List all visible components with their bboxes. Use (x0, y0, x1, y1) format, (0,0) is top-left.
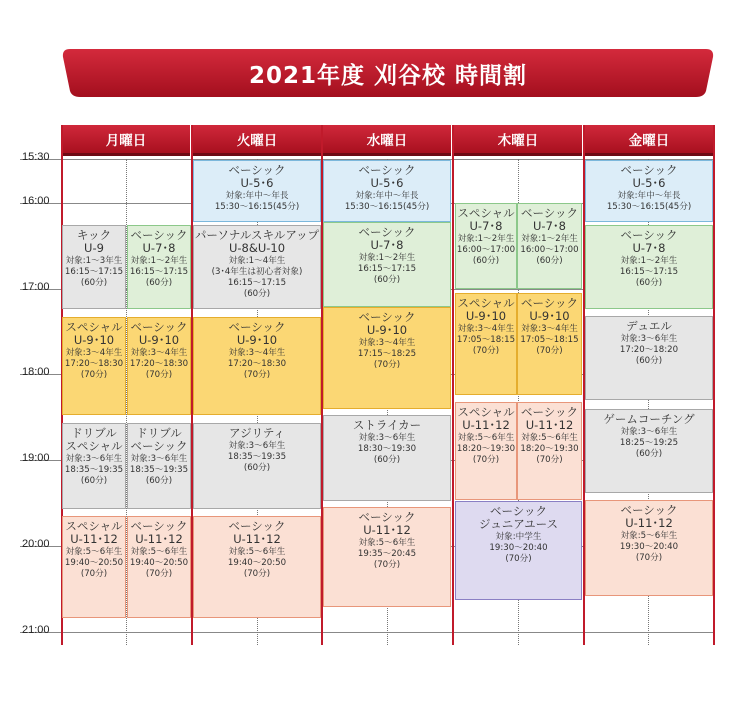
class-detail (358, 433, 416, 466)
class-detail-line: (3･4年生は初心者対象) (211, 267, 303, 277)
class-detail-line: 15:30〜16:15(45分) (606, 202, 692, 212)
class-detail (65, 547, 123, 580)
class-detail (215, 191, 299, 213)
class-title: キック (76, 228, 112, 242)
class-detail-line: (60分) (373, 275, 401, 285)
class-title: U-11･12 (233, 532, 281, 546)
class-block (517, 203, 582, 289)
class-detail-line: (70分) (472, 346, 500, 356)
class-detail-line: (70分) (145, 569, 173, 579)
class-title: ベーシック (358, 163, 416, 177)
class-detail (520, 324, 578, 357)
class-detail-line: (70分) (373, 560, 401, 570)
day-header-thu: 木曜日 (454, 125, 582, 156)
class-detail-line: 16:00〜17:00 (520, 245, 579, 255)
class-block (585, 500, 713, 596)
class-detail-line: 18:35〜19:35 (64, 465, 124, 475)
class-detail-line: 18:20〜19:30 (520, 444, 579, 454)
class-title: U-11･12 (135, 532, 183, 546)
class-title: ベーシック (620, 503, 678, 517)
class-detail-line: 16:15〜17:15 (227, 278, 287, 288)
class-detail-line: (70分) (80, 569, 108, 579)
class-detail-line: 17:20〜18:20 (619, 345, 679, 355)
class-detail-line: 対象:3〜4年生 (65, 348, 123, 358)
class-detail-line: 19:30〜20:40 (619, 542, 679, 552)
class-detail-line: 17:05〜18:15 (520, 335, 579, 345)
class-detail-line: 対象:1〜2年生 (521, 234, 578, 244)
class-block (62, 423, 126, 509)
column-line (713, 125, 715, 645)
class-detail-line: 対象:5〜6年生 (521, 433, 578, 443)
class-block (127, 516, 191, 618)
class-detail-line: (70分) (243, 370, 271, 380)
class-detail-line: 16:15〜17:15 (129, 267, 189, 277)
class-block (455, 203, 517, 289)
class-detail-line: 対象:3〜4年生 (130, 348, 188, 358)
class-detail-line: 17:20〜18:30 (64, 359, 124, 369)
class-detail-line: 対象:1〜3年生 (65, 256, 123, 266)
class-detail-line: (60分) (635, 449, 663, 459)
class-block (585, 409, 713, 493)
class-block (323, 507, 451, 607)
class-detail-line: 対象:年中〜年長 (617, 191, 681, 201)
class-detail-line: 対象:3〜6年生 (620, 334, 678, 344)
class-detail-line: 対象:3〜4年生 (521, 324, 578, 334)
class-detail (457, 324, 515, 357)
class-block (127, 423, 191, 509)
class-detail-line: 対象:1〜2年生 (130, 256, 188, 266)
class-detail (358, 253, 416, 286)
class-detail-line: 19:40〜20:50 (129, 558, 189, 568)
class-title: スペシャル (65, 519, 123, 533)
class-detail-line: 対象:5〜6年生 (620, 531, 678, 541)
day-header-mon: 月曜日 (62, 125, 190, 156)
class-detail (65, 256, 123, 289)
class-detail-line: 19:35〜20:45 (357, 549, 417, 559)
class-title: ドリブル (71, 426, 117, 440)
class-detail-line: (60分) (472, 256, 500, 266)
class-detail-line: 対象:3〜4年生 (358, 338, 416, 348)
class-title: スペシャル (457, 405, 515, 419)
class-detail (130, 256, 188, 289)
class-detail-line: 18:30〜19:30 (357, 444, 417, 454)
class-detail-line: 16:00〜17:00 (456, 245, 516, 255)
time-label-2100: 21:00 (22, 624, 50, 636)
class-title: パーソナルスキルアップ (194, 228, 320, 242)
class-title: スペシャル (457, 296, 515, 310)
class-block (127, 317, 191, 415)
class-title: ベーシック (520, 206, 579, 220)
day-header-wed: 水曜日 (323, 125, 451, 156)
class-block (517, 402, 582, 500)
class-title: U-7･8 (632, 241, 666, 255)
class-title: U-8&U-10 (228, 241, 286, 255)
class-detail (130, 547, 188, 580)
class-block (323, 222, 451, 307)
class-detail-line: (60分) (80, 476, 108, 486)
time-label-1700: 17:00 (22, 281, 50, 293)
class-detail-line: (60分) (635, 356, 663, 366)
class-title: ベーシック (130, 228, 188, 242)
class-detail-line: (70分) (505, 554, 532, 564)
class-detail-line: 18:35〜19:35 (227, 452, 287, 462)
class-title: ベーシック (358, 225, 416, 239)
class-title: ベーシック (489, 504, 548, 518)
class-block (193, 317, 321, 415)
time-label-1900: 19:00 (22, 452, 50, 464)
class-title: U-11･12 (462, 418, 510, 432)
class-block (585, 316, 713, 400)
class-title: U-7･8 (469, 219, 503, 233)
class-title: スペシャル (65, 320, 123, 334)
class-detail (620, 256, 678, 289)
class-title: U-9･10 (366, 323, 408, 337)
class-title: ベーシック (620, 163, 678, 177)
class-title: ベーシック (130, 320, 188, 334)
class-detail-line: 対象:1〜2年生 (457, 234, 515, 244)
time-label-1600: 16:00 (22, 195, 50, 207)
class-block (323, 415, 451, 501)
class-detail-line: (70分) (373, 360, 401, 370)
column-line (452, 125, 454, 645)
class-detail-line: 対象:3〜6年生 (228, 441, 286, 451)
class-detail-line: 対象:中学生 (495, 532, 542, 542)
class-detail-line: 対象:5〜6年生 (358, 538, 416, 548)
class-detail (130, 348, 188, 381)
class-block (585, 225, 713, 309)
grid-line-2100 (20, 632, 713, 633)
class-detail-line: (70分) (80, 370, 108, 380)
time-label-1530: 15:30 (22, 151, 50, 163)
class-detail-line: (60分) (243, 463, 271, 473)
class-block (62, 516, 126, 618)
class-detail-line: (70分) (145, 370, 173, 380)
class-title: ベーシック (228, 519, 286, 533)
class-detail-line: 19:40〜20:50 (227, 558, 287, 568)
class-detail-line: 18:20〜19:30 (456, 444, 516, 454)
class-detail (620, 531, 678, 564)
class-detail-line: 15:30〜16:15(45分) (344, 202, 430, 212)
class-block (455, 402, 517, 500)
class-title: ジュニアユース (478, 517, 559, 531)
class-detail-line: 18:35〜19:35 (129, 465, 189, 475)
class-block (517, 293, 582, 395)
class-detail-line: 対象:5〜6年生 (457, 433, 515, 443)
class-detail-line: 対象:5〜6年生 (65, 547, 123, 557)
class-block (193, 225, 321, 309)
class-detail (457, 234, 515, 267)
class-detail (65, 454, 123, 487)
class-title: ベーシック (228, 163, 286, 177)
class-title: アジリティ (229, 426, 285, 440)
day-header-fri: 金曜日 (585, 125, 713, 156)
class-block (193, 160, 321, 222)
class-detail (520, 234, 578, 267)
class-detail (520, 433, 578, 466)
class-detail-line: 19:30〜20:40 (489, 543, 548, 553)
class-title: デュエル (626, 319, 672, 333)
time-label-1800: 18:00 (22, 366, 50, 378)
class-detail-line: 16:15〜17:15 (619, 267, 679, 277)
class-detail (228, 441, 286, 474)
class-block (455, 293, 517, 395)
class-title: ストライカー (352, 418, 422, 432)
class-detail-line: 16:15〜17:15 (64, 267, 124, 277)
class-detail-line: (70分) (536, 346, 563, 356)
class-detail (607, 191, 691, 213)
class-detail-line: 17:05〜18:15 (456, 335, 516, 345)
class-title: U-11･12 (525, 418, 574, 432)
class-title: ゲームコーチング (603, 412, 695, 426)
class-block (193, 516, 321, 618)
class-detail-line: 対象:5〜6年生 (228, 547, 286, 557)
class-title: ベーシック (358, 310, 416, 324)
day-header-tue: 火曜日 (193, 125, 321, 156)
class-title: U-11･12 (70, 532, 118, 546)
class-title: U-5･6 (370, 176, 404, 190)
class-detail-line: 対象:3〜4年生 (228, 348, 286, 358)
class-title: ベーシック (130, 519, 188, 533)
class-block (323, 160, 451, 222)
class-detail-line: (70分) (635, 553, 663, 563)
class-detail-line: 対象:年中〜年長 (355, 191, 419, 201)
class-block (193, 423, 321, 509)
class-block (585, 160, 713, 222)
class-title: U-7･8 (370, 238, 404, 252)
class-detail (620, 427, 678, 460)
class-detail (358, 538, 416, 571)
class-detail-line: 対象:年中〜年長 (225, 191, 289, 201)
class-detail-line: 対象:1〜4年生 (228, 256, 286, 266)
class-title: U-7･8 (142, 241, 176, 255)
class-title: スペシャル (457, 206, 515, 220)
class-title: U-9･10 (73, 333, 115, 347)
class-block (127, 225, 191, 309)
class-title: U-9･10 (236, 333, 278, 347)
class-detail-line: (60分) (243, 289, 271, 299)
class-detail-line: 対象:3〜6年生 (620, 427, 678, 437)
class-detail (345, 191, 429, 213)
class-detail-line: 対象:3〜6年生 (130, 454, 188, 464)
class-block (455, 501, 582, 600)
class-detail-line: 15:30〜16:15(45分) (214, 202, 300, 212)
class-detail (457, 433, 515, 466)
class-detail-line: 対象:3〜6年生 (65, 454, 123, 464)
class-title: U-9･10 (138, 333, 180, 347)
class-title: U-7･8 (533, 219, 566, 233)
class-detail-line: (70分) (243, 569, 271, 579)
class-title: ベーシック (130, 439, 188, 453)
class-block (62, 317, 126, 415)
class-title: U-9･10 (465, 309, 507, 323)
class-detail (212, 256, 303, 300)
class-title: ベーシック (520, 405, 579, 419)
class-detail (65, 348, 123, 381)
class-detail-line: (70分) (472, 455, 500, 465)
class-detail-line: 16:15〜17:15 (357, 264, 417, 274)
class-detail-line: 17:15〜18:25 (357, 349, 417, 359)
class-detail-line: (60分) (536, 256, 563, 266)
class-detail (130, 454, 188, 487)
class-detail-line: 17:20〜18:30 (129, 359, 189, 369)
class-title: ベーシック (520, 296, 579, 310)
class-title: U-9･10 (529, 309, 570, 323)
class-detail-line: 対象:3〜4年生 (457, 324, 515, 334)
class-detail-line: 対象:5〜6年生 (130, 547, 188, 557)
class-detail-line: (60分) (145, 278, 173, 288)
class-detail-line: 対象:1〜2年生 (358, 253, 416, 263)
class-detail-line: 19:40〜20:50 (64, 558, 124, 568)
page-title: 2021年度 刈谷校 時間割 (248, 62, 528, 89)
class-detail-line: 対象:1〜2年生 (620, 256, 678, 266)
class-detail-line: (60分) (145, 476, 173, 486)
class-detail-line: 17:20〜18:30 (227, 359, 287, 369)
class-detail-line: (70分) (536, 455, 563, 465)
class-detail (358, 338, 416, 371)
time-label-2000: 20:00 (22, 538, 50, 550)
class-detail-line: 18:25〜19:25 (619, 438, 679, 448)
class-title: U-5･6 (632, 176, 666, 190)
class-title: ベーシック (228, 320, 286, 334)
class-detail-line: (60分) (373, 455, 401, 465)
class-block (323, 307, 451, 409)
class-detail (489, 532, 547, 565)
class-block (62, 225, 126, 309)
class-detail (620, 334, 678, 367)
class-detail-line: (60分) (635, 278, 663, 288)
class-title: ベーシック (358, 510, 416, 524)
class-detail (228, 547, 286, 580)
class-detail-line: 対象:3〜6年生 (358, 433, 416, 443)
class-title: ドリブル (136, 426, 182, 440)
class-title: U-11･12 (625, 516, 673, 530)
class-detail (228, 348, 286, 381)
class-detail-line: (60分) (80, 278, 108, 288)
class-title: U-11･12 (363, 523, 411, 537)
class-title: U-9 (84, 241, 104, 255)
class-title: スペシャル (65, 439, 123, 453)
class-title: ベーシック (620, 228, 678, 242)
class-title: U-5･6 (240, 176, 274, 190)
title-banner (62, 47, 714, 99)
